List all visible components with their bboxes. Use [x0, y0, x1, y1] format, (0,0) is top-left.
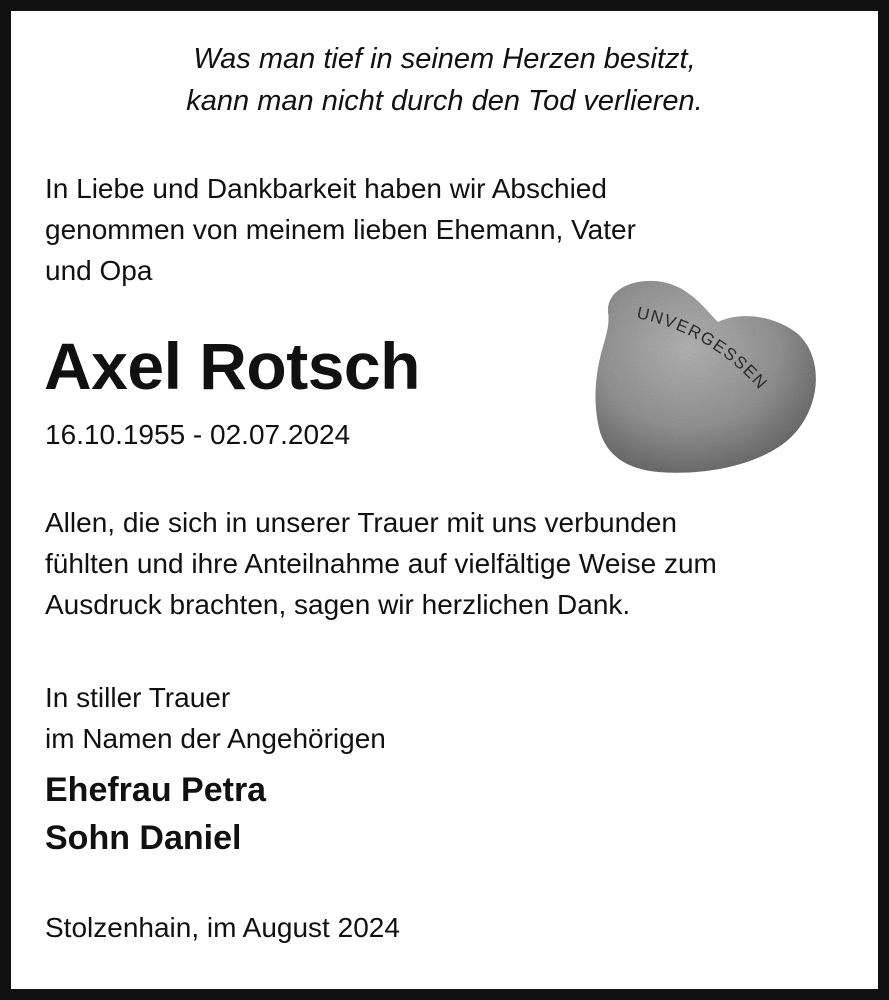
mourning-lines	[45, 677, 386, 759]
family-member-1: Ehefrau Petra	[45, 771, 267, 809]
thanks-paragraph	[45, 502, 717, 625]
intro-paragraph	[45, 168, 636, 291]
life-dates: 16.10.1955 - 02.07.2024	[45, 419, 351, 450]
intro-line-1: In Liebe und Dankbarkeit haben wir Abschied	[45, 173, 607, 204]
intro-line-3: und Opa	[45, 255, 153, 286]
thanks-line-2: fühlten und ihre Anteilnahme auf vielfältige Weise zum	[45, 548, 717, 579]
motto-line-2: kann man nicht durch den Tod verlieren.	[186, 85, 703, 117]
mourning-line-2: im Namen der Angehörigen	[45, 723, 386, 754]
family-member-2: Sohn Daniel	[45, 819, 242, 857]
family-signatures	[45, 766, 266, 862]
heart-engraving: UNVERGESSEN	[635, 303, 772, 394]
intro-line-2: genommen von meinem lieben Ehemann, Vater	[45, 214, 636, 245]
thanks-line-1: Allen, die sich in unserer Trauer mit uns verbunden	[45, 507, 677, 538]
place-date: Stolzenhain, im August 2024	[45, 912, 400, 943]
thanks-line-3: Ausdruck brachten, sagen wir herzlichen Dank.	[45, 589, 631, 620]
motto-quote	[0, 38, 889, 122]
motto-line-1: Was man tief in seinem Herzen besitzt,	[193, 43, 696, 75]
mourning-line-1: In stiller Trauer	[45, 682, 231, 713]
stone-heart-shape	[596, 281, 816, 473]
deceased-name: Axel Rotsch	[44, 329, 420, 403]
stone-heart-icon	[588, 272, 824, 482]
